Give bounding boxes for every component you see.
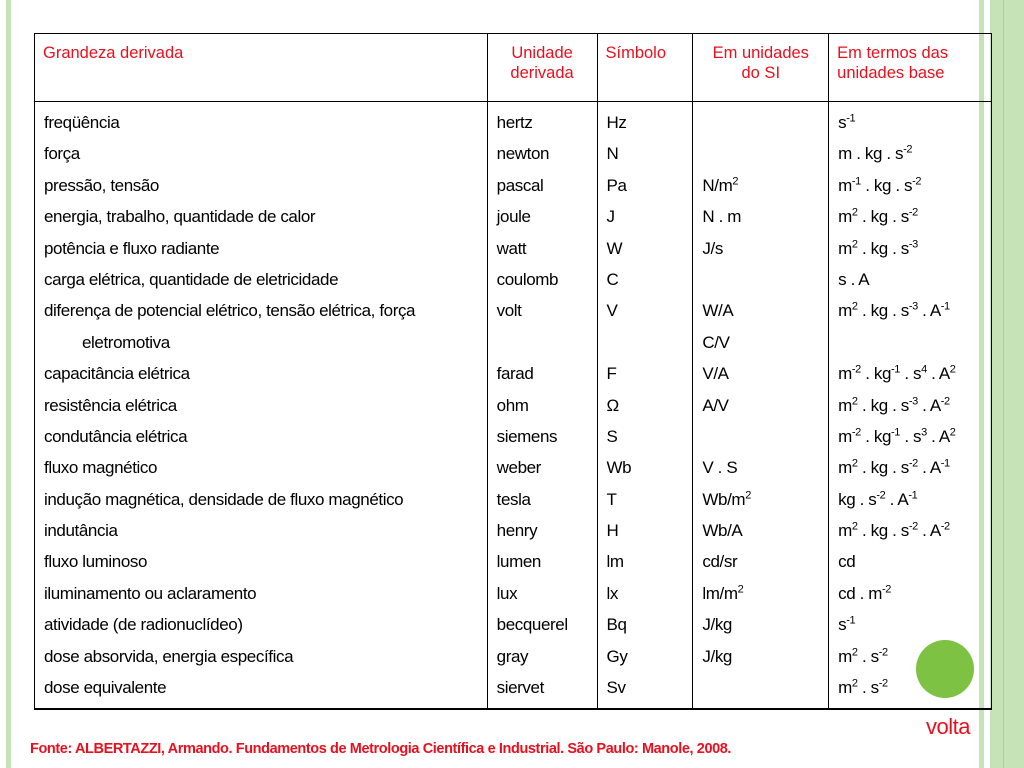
cell-value: J/kg	[702, 646, 732, 666]
cell-value: lx	[606, 583, 618, 603]
right-decorative-band	[990, 0, 1024, 768]
header-text-line: Grandeza derivada	[43, 44, 184, 62]
cell-value	[497, 332, 597, 363]
cell-value: A/V	[702, 395, 729, 415]
cell-value: Wb	[606, 458, 632, 478]
cell-value: carga elétrica, quantidade de eletricidade	[44, 269, 339, 289]
cell-value: N . m	[702, 207, 742, 227]
cell-value: Gy	[606, 646, 628, 666]
cell-value: pascal	[496, 175, 544, 195]
cell-value: cd/sr	[702, 552, 738, 572]
header-text-line: unidades base	[837, 64, 945, 82]
cell-value: Wb/A	[702, 521, 743, 541]
header-text-line: Símbolo	[605, 44, 667, 62]
header-simbolo	[597, 34, 693, 102]
left-decorative-stripe	[6, 0, 11, 768]
cell-value: tesla	[496, 489, 531, 509]
column-unidades	[487, 102, 597, 710]
header-text-line: Em termos das	[837, 44, 949, 62]
cell-value: H	[606, 521, 619, 541]
cell-value: diferença de potencial elétrico, tensão elétrica, força	[44, 301, 416, 321]
cell-value: $m^2$ . kg . $s^{-3}$ . $A^{-1}$	[838, 300, 950, 321]
cell-value: $s^{-1}$	[838, 614, 856, 635]
cell-value: gray	[496, 646, 529, 666]
cell-value: indutância	[44, 521, 118, 541]
cell-value: henry	[496, 521, 538, 541]
cell-value: $N/m^2$	[702, 175, 739, 195]
cell-value: joule	[496, 207, 531, 227]
cell-value: iluminamento ou aclaramento	[44, 583, 257, 603]
cell-value: resistência elétrica	[44, 395, 177, 415]
cell-value: kg . $s^{-2}$ . $A^{-1}$	[838, 489, 918, 509]
cell-value: Sv	[606, 678, 626, 698]
header-unidades-si	[693, 34, 829, 102]
cell-value: s . A	[838, 269, 870, 289]
cell-value: W/A	[702, 301, 734, 321]
header-text-line: do SI	[741, 64, 781, 82]
header-row	[35, 34, 992, 102]
cell-value: Hz	[606, 113, 627, 132]
cell-value: becquerel	[496, 615, 568, 635]
cell-value: eletromotiva	[82, 332, 170, 352]
cell-value: J	[606, 207, 615, 227]
header-grandeza	[35, 34, 488, 102]
cell-value: T	[606, 489, 617, 509]
cell-value: $m^2$ . kg . $s^{-3}$ . $A^{-2}$	[838, 394, 950, 415]
cell-value: J/s	[702, 238, 723, 258]
cell-value: $m^2$ . kg . $s^{-3}$	[838, 237, 918, 258]
cell-value: Bq	[606, 615, 627, 635]
header-text-line: Unidade	[511, 44, 573, 62]
si-derived-units-table	[34, 33, 992, 710]
cell-value: N	[606, 144, 619, 164]
cell-value: força	[44, 144, 80, 164]
cell-value: C/V	[702, 332, 730, 352]
column-unidades-si	[693, 102, 829, 710]
cell-value: coulomb	[496, 269, 559, 289]
header-text-line: Em unidades	[712, 44, 809, 62]
cell-value: atividade (de radionuclídeo)	[44, 615, 243, 635]
cell-value: $m^{-1}$ . kg . $s^{-2}$	[838, 175, 922, 195]
body-row	[35, 102, 992, 710]
header-unidades-base	[829, 34, 992, 102]
cell-value: ohm	[496, 395, 529, 415]
cell-value: newton	[496, 144, 550, 164]
cell-value: m . kg . $s^{-2}$	[838, 143, 913, 164]
cell-value: capacitância elétrica	[44, 364, 190, 384]
cell-value: volt	[496, 301, 522, 321]
cell-value: $m^2$ . kg . $s^{-2}$ . $A^{-1}$	[838, 457, 950, 478]
cell-value: weber	[496, 458, 541, 478]
cell-value: energia, trabalho, quantidade de calor	[44, 207, 316, 227]
cell-value: W	[606, 238, 623, 258]
cell-value: $m^2$ . kg . $s^{-2}$ . $A^{-2}$	[838, 520, 950, 541]
cell-value: potência e fluxo radiante	[44, 238, 220, 258]
right-decorative-line	[1003, 0, 1004, 768]
cell-value: cd	[838, 552, 856, 572]
cell-value: C	[606, 269, 619, 289]
cell-value: watt	[496, 238, 527, 258]
cell-value: V	[606, 301, 618, 321]
cell-value: $m^{-2}$ . $kg^{-1}$ . $s^3$ . $A^2$	[838, 426, 956, 446]
cell-value: fluxo luminoso	[44, 552, 148, 572]
cell-value: farad	[496, 364, 534, 384]
cell-value: $m^{-2}$ . $kg^{-1}$ . $s^4$ . $A^2$	[838, 363, 956, 384]
column-simbolos	[597, 102, 693, 710]
cell-value: dose absorvida, energia específica	[44, 646, 294, 666]
cell-value: lumen	[496, 552, 541, 572]
cell-value: indução magnética, densidade de fluxo magnético	[44, 489, 404, 509]
cell-value: freqüência	[44, 113, 120, 132]
source-citation: Fonte: ALBERTAZZI, Armando. Fundamentos de Metrologia Científica e Industrial. São Paulo: Manole, 2008.	[30, 741, 732, 757]
cell-value	[702, 269, 828, 300]
cell-value: dose equivalente	[44, 678, 167, 698]
cell-value	[607, 332, 693, 363]
cell-value: siemens	[496, 426, 558, 446]
column-grandezas	[35, 102, 488, 710]
column-unidades-base	[829, 102, 992, 710]
cell-value: cd . $m^{-2}$	[838, 583, 892, 603]
cell-value: condutância elétrica	[44, 426, 188, 446]
cell-value: J/kg	[702, 615, 732, 635]
cell-value: Ω	[606, 395, 619, 415]
cell-value: $m^2$ . $s^{-2}$	[838, 677, 888, 698]
cell-value: $m^2$ . kg . $s^{-2}$	[838, 206, 918, 227]
cell-value	[838, 332, 991, 363]
cell-value: S	[606, 426, 618, 446]
header-unidade	[487, 34, 597, 102]
cell-value	[702, 677, 828, 708]
cell-value: lux	[496, 583, 518, 603]
cell-value: hertz	[496, 113, 533, 132]
cell-value: $Wb/m^2$	[702, 489, 751, 509]
cell-value	[702, 112, 828, 143]
cell-value: pressão, tensão	[44, 175, 159, 195]
cell-value	[702, 426, 828, 457]
cell-value: V . S	[702, 458, 738, 478]
cell-value: $m^2$ . $s^{-2}$	[838, 645, 888, 666]
header-text-line: derivada	[510, 64, 574, 82]
cell-value: Pa	[606, 175, 627, 195]
cell-value: $lm/m^2$	[702, 583, 744, 603]
cell-value	[702, 143, 828, 174]
cell-value: fluxo magnético	[44, 458, 158, 478]
cell-value: lm	[606, 552, 624, 572]
cell-value: V/A	[702, 364, 729, 384]
volta-link[interactable]: volta	[926, 714, 970, 739]
cell-value: $s^{-1}$	[838, 112, 856, 132]
cell-value: siervet	[496, 678, 544, 698]
green-circle-button[interactable]	[916, 640, 974, 698]
cell-value: F	[606, 364, 617, 384]
